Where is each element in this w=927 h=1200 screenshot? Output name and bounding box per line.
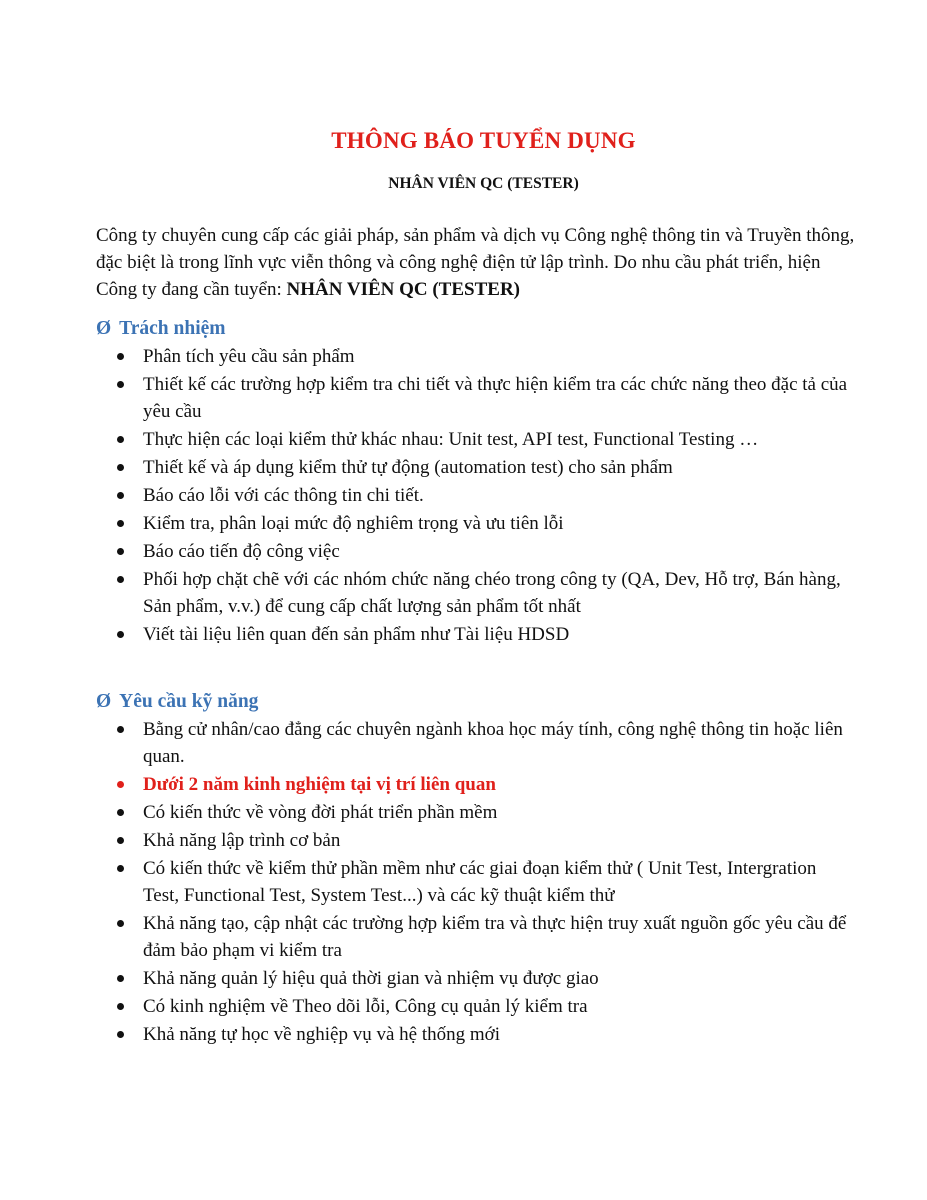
list-item-text: Thực hiện các loại kiểm thử khác nhau: Unit test, API test, Functional Testing … xyxy=(143,429,759,450)
list-item xyxy=(96,993,856,1020)
list-item xyxy=(96,1021,856,1048)
bullet-icon xyxy=(117,464,124,471)
list-item xyxy=(96,799,856,826)
list-item xyxy=(96,827,856,854)
job-subtitle: NHÂN VIÊN QC (TESTER) xyxy=(388,175,579,192)
bullet-icon xyxy=(117,492,124,499)
intro-text: Công ty chuyên cung cấp các giải pháp, sản phẩm và dịch vụ Công nghệ thông tin và Truyền thông, đặc biệt là trong lĩnh vực viễn thông và công nghệ điện tử lập trình. Do nhu cầu phát triển, hiện Công ty đang cần tuyển: xyxy=(96,225,855,300)
intro-paragraph xyxy=(96,222,866,303)
list-item-text: Phối hợp chặt chẽ với các nhóm chức năng chéo trong công ty (QA, Dev, Hỗ trợ, Bán hàng, Sản phẩm, v.v.) để cung cấp chất lượng sản phẩm tốt nhất xyxy=(143,569,841,617)
section-heading-label: Trách nhiệm xyxy=(119,318,226,339)
bullet-icon xyxy=(117,781,124,788)
list-item-text: Báo cáo lỗi với các thông tin chi tiết. xyxy=(143,485,424,506)
bullet-icon xyxy=(117,520,124,527)
list-item-text: Có kiến thức về vòng đời phát triển phần mềm xyxy=(143,802,498,823)
list-item xyxy=(96,426,856,453)
list-item-text: Khả năng tự học về nghiệp vụ và hệ thống mới xyxy=(143,1024,500,1045)
page-title: THÔNG BÁO TUYỂN DỤNG xyxy=(331,128,636,153)
list-item xyxy=(96,566,856,620)
list-item xyxy=(96,855,856,909)
bullet-icon xyxy=(117,809,124,816)
list-item xyxy=(96,716,856,770)
bullet-icon xyxy=(117,920,124,927)
intro-emphasis: NHÂN VIÊN QC (TESTER) xyxy=(286,279,520,300)
list-item-text: Dưới 2 năm kinh nghiệm tại vị trí liên quan xyxy=(143,774,496,795)
list-item-text: Viết tài liệu liên quan đến sản phẩm như Tài liệu HDSD xyxy=(143,624,570,645)
list-item xyxy=(96,371,856,425)
bullet-icon xyxy=(117,436,124,443)
responsibilities-list xyxy=(96,343,856,649)
list-item-text: Khả năng quản lý hiệu quả thời gian và nhiệm vụ được giao xyxy=(143,968,599,989)
list-item xyxy=(96,482,856,509)
skills-list xyxy=(96,716,856,1049)
bullet-icon xyxy=(117,353,124,360)
section-heading-responsibilities xyxy=(96,318,226,340)
list-item xyxy=(96,510,856,537)
bullet-icon xyxy=(117,576,124,583)
bullet-icon xyxy=(117,1003,124,1010)
list-item xyxy=(96,343,856,370)
list-item-text: Có kiến thức về kiểm thử phần mềm như các giai đoạn kiểm thử ( Unit Test, Intergration Test, Functional Test, System Test...) và các kỹ thuật kiểm thử xyxy=(143,858,817,906)
bullet-icon xyxy=(117,1031,124,1038)
bullet-icon xyxy=(117,975,124,982)
list-item-text: Báo cáo tiến độ công việc xyxy=(143,541,340,562)
list-item xyxy=(96,538,856,565)
list-item xyxy=(96,910,856,964)
list-item-text: Khả năng lập trình cơ bản xyxy=(143,830,341,851)
list-item xyxy=(96,454,856,481)
list-item-text: Kiểm tra, phân loại mức độ nghiêm trọng và ưu tiên lỗi xyxy=(143,513,564,534)
list-item-text: Thiết kế và áp dụng kiểm thử tự động (automation test) cho sản phẩm xyxy=(143,457,673,478)
list-item-text: Thiết kế các trường hợp kiểm tra chi tiết và thực hiện kiểm tra các chức năng theo đặc tả của yêu cầu xyxy=(143,374,848,422)
list-item-text: Phân tích yêu cầu sản phẩm xyxy=(143,346,355,367)
list-item-text: Khả năng tạo, cập nhật các trường hợp kiểm tra và thực hiện truy xuất nguồn gốc yêu cầu để đảm bảo phạm vi kiểm tra xyxy=(143,913,847,961)
section-marker-icon: Ø xyxy=(96,318,112,339)
bullet-icon xyxy=(117,726,124,733)
bullet-icon xyxy=(117,548,124,555)
section-marker-icon: Ø xyxy=(96,691,112,712)
section-heading-label: Yêu cầu kỹ năng xyxy=(119,691,259,712)
bullet-icon xyxy=(117,837,124,844)
list-item-text: Bằng cử nhân/cao đẳng các chuyên ngành khoa học máy tính, công nghệ thông tin hoặc liên quan. xyxy=(143,719,843,767)
list-item-highlighted xyxy=(96,771,856,798)
bullet-icon xyxy=(117,631,124,638)
bullet-icon xyxy=(117,865,124,872)
section-heading-skills xyxy=(96,691,258,713)
list-item-text: Có kinh nghiệm về Theo dõi lỗi, Công cụ quản lý kiểm tra xyxy=(143,996,588,1017)
bullet-icon xyxy=(117,381,124,388)
list-item xyxy=(96,621,856,648)
list-item xyxy=(96,965,856,992)
